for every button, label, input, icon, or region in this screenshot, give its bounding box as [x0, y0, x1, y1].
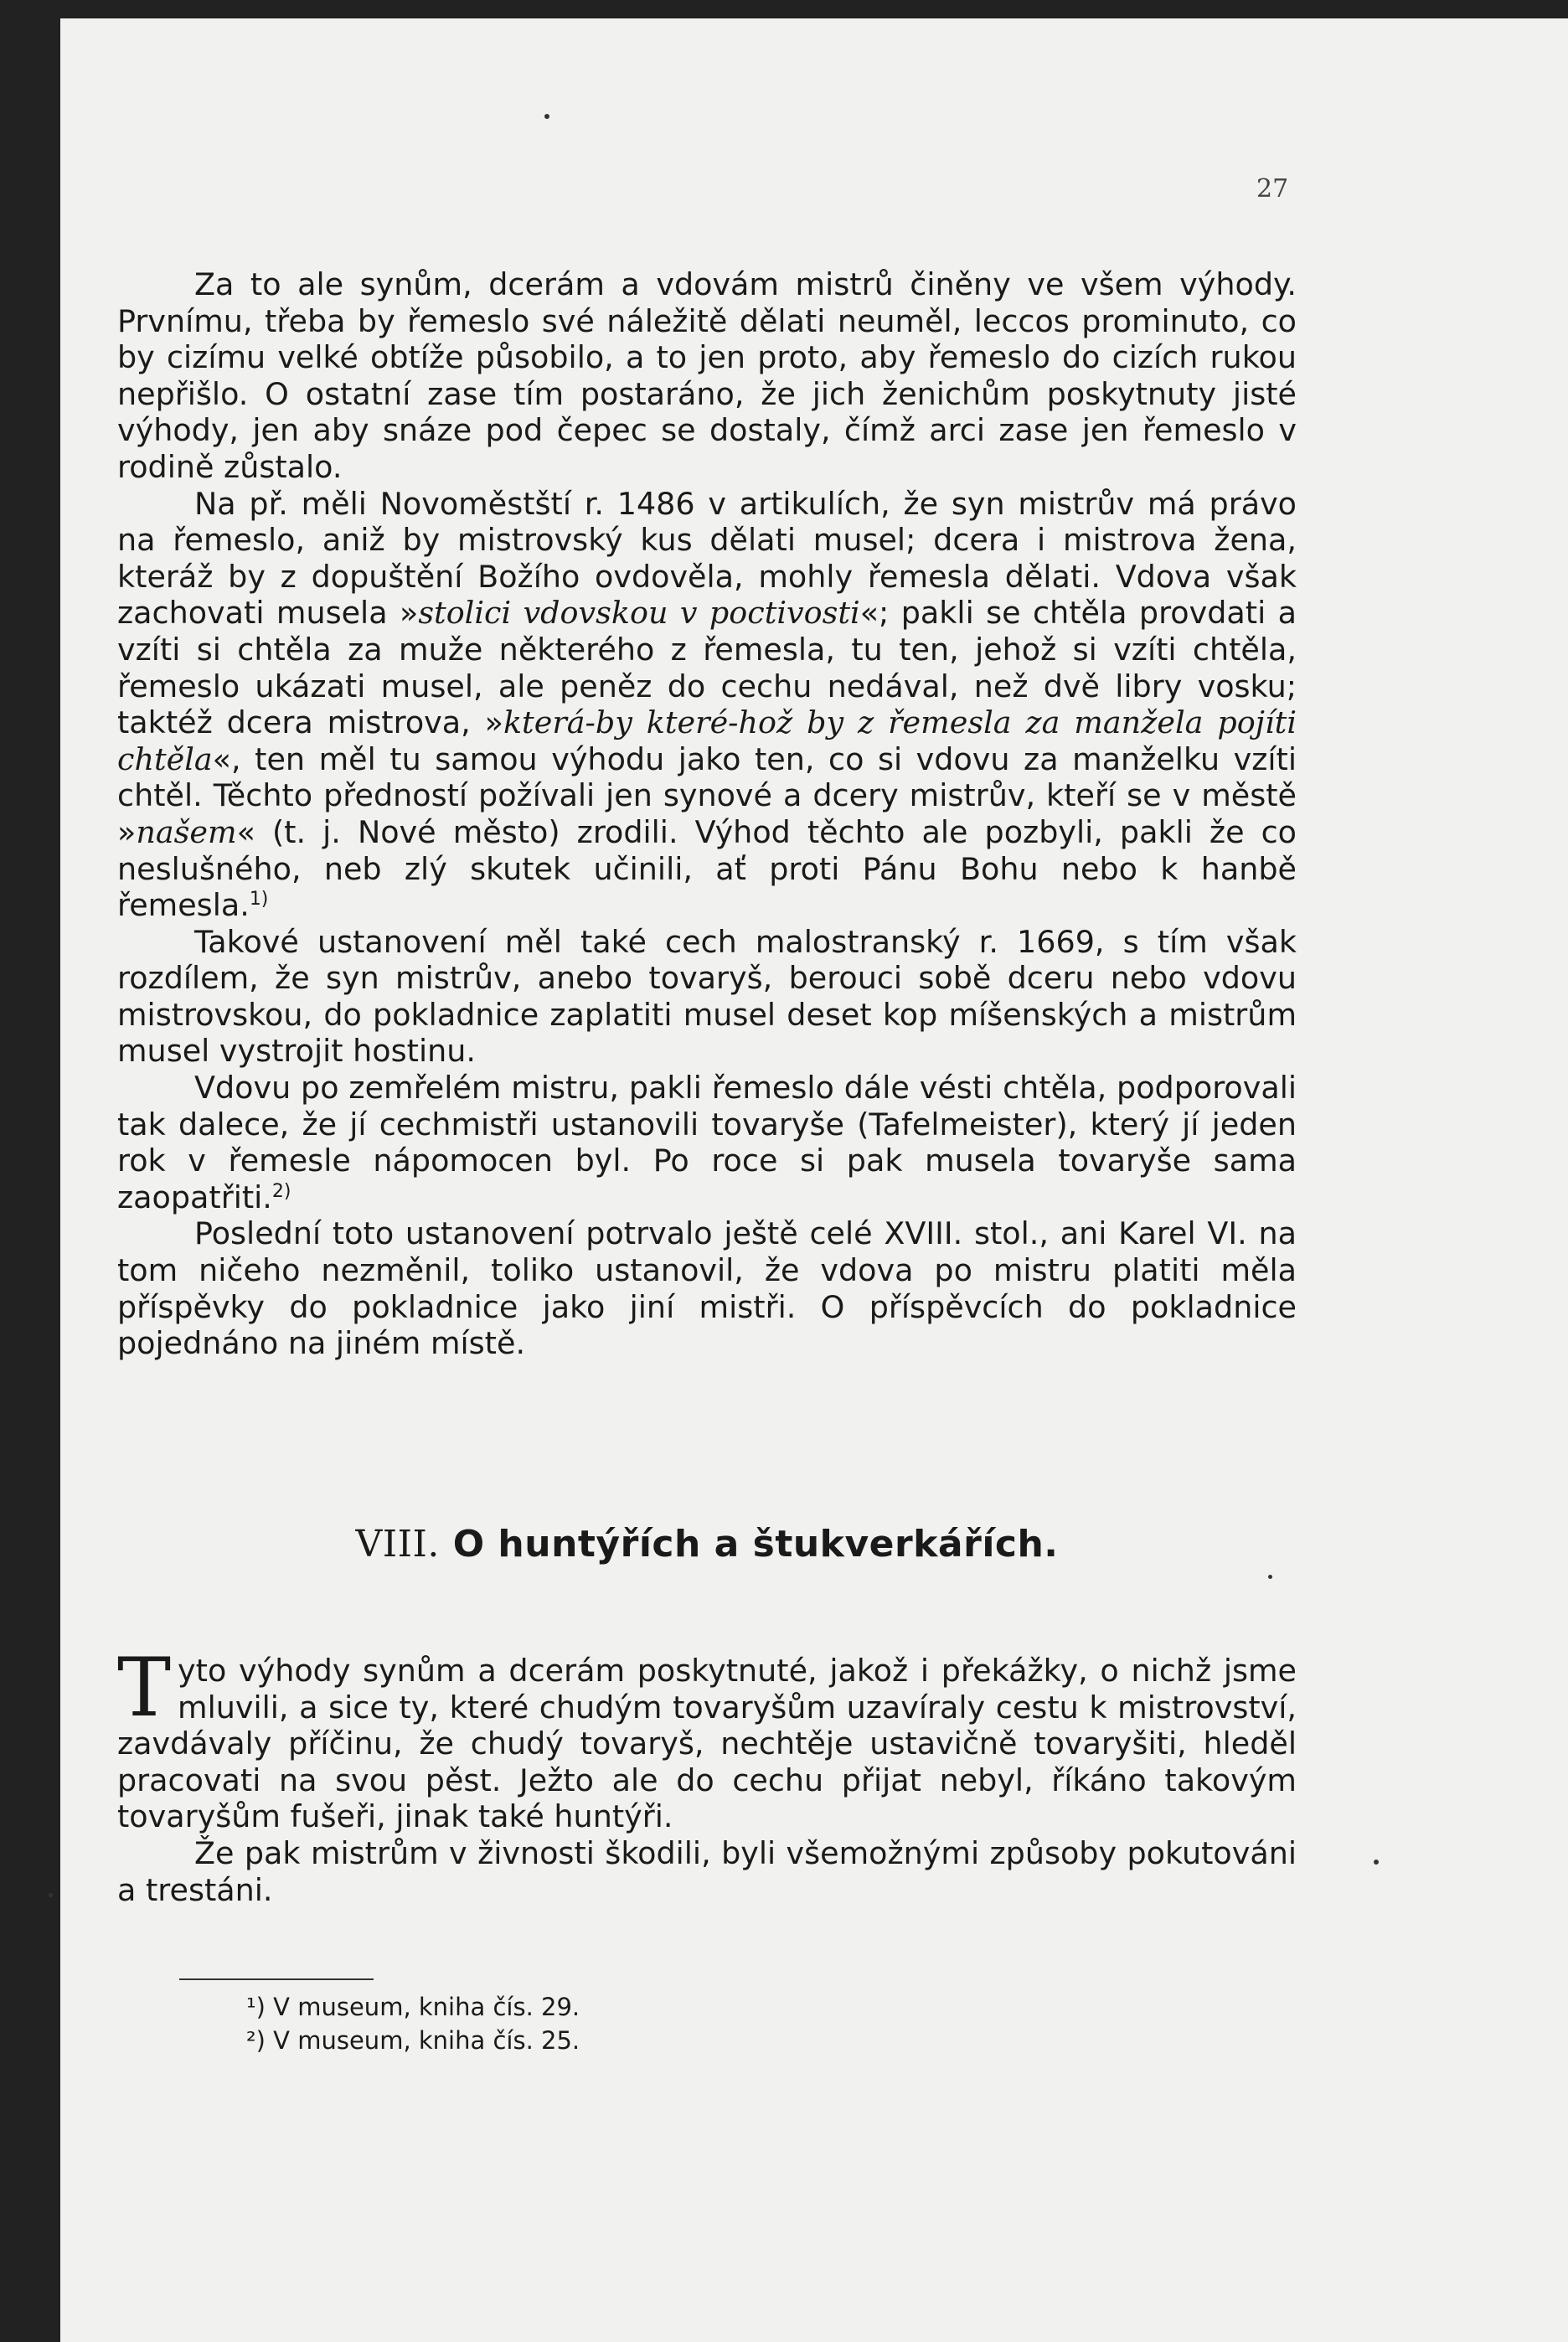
chapter-paragraph-1: Tyto výhody synům a dcerám poskytnuté, jakož i překážky, o nichž jsme mluvili, a sice ty, které chudým tovaryšům uzavíraly cestu k mistrovství, zavdávaly příčinu, že chudý tovaryš, nechtěje ustavičně tovaryšiti, hleděl pracovati na svou pěst. Ježto ale do cechu přijat nebyl, říkáno takovým tovaryšům fušeři, jinak také huntýři. [117, 1641, 1297, 1835]
footnotes [246, 1990, 749, 2057]
dust-speck [1374, 1860, 1379, 1865]
chapter-number: VIII. [355, 1523, 440, 1566]
quote-stolici: stolici vdovskou v poctivosti [418, 595, 860, 632]
paragraph-5: Poslední toto ustanovení potrvalo ještě celé XVIII. stol., ani Karel VI. na tom ničeho nezměnil, toliko ustanovil, že vdova po mistru platiti měla příspěvky do pokladnice jako jiní mistři. O příspěvcích do pokladnice pojednáno na jiném místě. [117, 1215, 1297, 1362]
paragraph-1: Za to ale synům, dcerám a vdovám mistrů činěny ve všem výhody. Prvnímu, třeba by řemeslo své náležitě dělati neuměl, leccos prominuto, co by cizímu velké obtíže působilo, a to jen proto, aby řemeslo do cizích rukou nepřišlo. O ostatní zase tím postaráno, že jich ženichům poskytnuty jisté výhody, jen aby snáze pod čepec se dostaly, čímž arci zase jen řemeslo v rodině zůstalo. [117, 266, 1297, 485]
paragraph-2: Na př. měli Novoměstští r. 1486 v artikulích, že syn mistrův má právo na řemeslo, aniž by mistrovský kus dělati musel; dcera i mistrova žena, kteráž by z dopuštění Božího ovdověla, mohly řemesla dělati. Vdova však zachovati musela »stolici vdovskou v poctivosti«; pakli se chtěla provdati a vzíti si chtěla za muže některého z řemesla, tu ten, jehož si vzíti chtěla, řemeslo ukázati musel, ale peněz do cechu nedával, než dvě libry vosku; taktéž dcera mistrova, »která-by které-hož by z řemesla za manžela pojíti chtěla«, ten měl tu samou výhodu jako ten, co si vdovu za manželku vzíti chtěl. Těchto předností požívali jen synové a dcery mistrův, kteří se v městě »našem« (t. j. Nové město) zrodili. Výhod těchto ale pozbyli, pakli že co neslušného, neb zlý skutek učinili, ať proti Pánu Bohu nebo k hanbě řemesla.$^{1)}$ [117, 485, 1297, 924]
paragraph-3: Takové ustanovení měl také cech malostranský r. 1669, s tím však rozdílem, že syn mistrův, anebo tovaryš, berouci sobě dceru nebo vdovu mistrovskou, do pokladnice zaplatiti musel deset kop míšenských a mistrům musel vystrojit hostinu. [117, 923, 1297, 1070]
main-text [117, 266, 1297, 1362]
dust-speck [49, 1893, 53, 1897]
page-number: 27 [1256, 174, 1289, 204]
drop-cap: T [117, 1641, 172, 1735]
chapter-text [117, 1641, 1297, 1908]
dust-speck [1268, 1575, 1272, 1579]
footnote-2: ²) V museum, kniha čís. 25. [246, 2026, 580, 2055]
footnote-ref-1: 1) [249, 888, 269, 910]
chapter-paragraph-2: Že pak mistrům v živnosti škodili, byli všemožnými způsoby pokutováni a trestáni. [117, 1834, 1297, 1908]
footnote-1: ¹) V museum, kniha čís. 29. [246, 1993, 580, 2021]
paragraph-4: Vdovu po zemřelém mistru, pakli řemeslo dále vésti chtěla, podporovali tak dalece, že jí cechmistři ustanovili tovaryše (Tafelmeister), který jí jeden rok v řemesle nápomocen byl. Po roce si pak musela tovaryše sama zaopatřiti.$^{2)}$ [117, 1070, 1297, 1215]
chapter-title: O huntýřích a štukverkářích. [452, 1523, 1059, 1566]
quote-ktera-by: která-by které-hož by z řemesla za manžela pojíti chtěla [117, 704, 1297, 777]
dust-speck [544, 114, 549, 119]
chapter-heading [117, 1523, 1297, 1566]
quote-nasem: našem [136, 813, 237, 850]
footnote-rule [179, 1978, 374, 1980]
footnote-ref-2: 2) [271, 1180, 291, 1202]
